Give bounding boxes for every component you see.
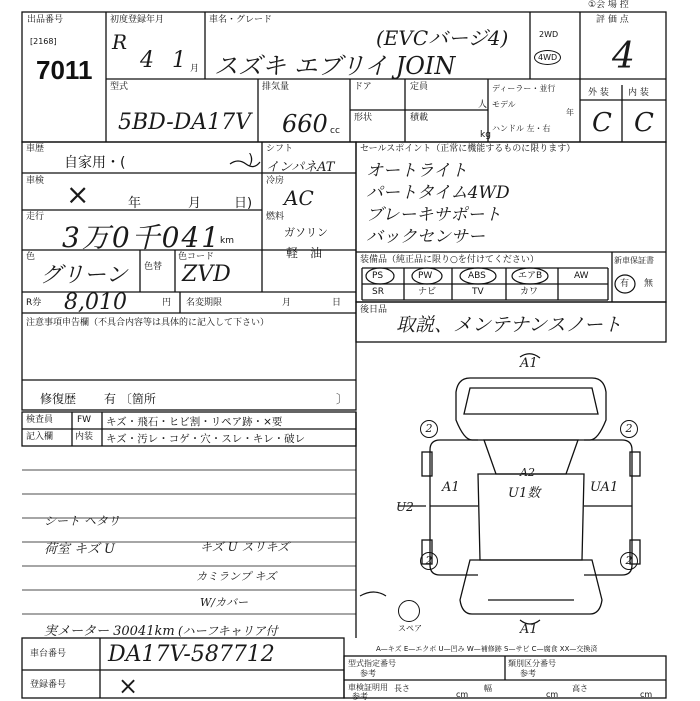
shift-value: インパネAT bbox=[266, 160, 335, 175]
warranty-label: 新車保証書 bbox=[614, 256, 654, 265]
warranty-no: 無 bbox=[644, 279, 654, 289]
length-label: 長さ bbox=[394, 684, 410, 693]
mark-tire-fr: 2 bbox=[620, 420, 638, 438]
docs-value: 取説、メンテナンスノート bbox=[396, 314, 622, 336]
door-label: ドア bbox=[354, 82, 372, 92]
spare-label: スペア bbox=[398, 624, 422, 633]
recycle-value: 8,010 bbox=[64, 290, 127, 315]
spare-tire-icon bbox=[398, 600, 420, 622]
mark-left-u2: U2 bbox=[396, 500, 414, 514]
docs-label: 後日品 bbox=[360, 305, 388, 315]
handle-label: ハンドル 左・右 bbox=[492, 124, 551, 133]
inspection-day-unit: 日) bbox=[234, 196, 253, 211]
type-designation-label: 型式指定番号 bbox=[348, 659, 396, 668]
cert-ref: 参考 bbox=[352, 692, 368, 701]
sales-point: オートライト bbox=[366, 161, 468, 181]
height-unit: cm bbox=[640, 690, 653, 699]
checker-label: 検査員 bbox=[26, 415, 54, 425]
recycle-label: R券 bbox=[26, 298, 42, 308]
color-code-value: ZVD bbox=[182, 262, 231, 287]
mark-left: A1 bbox=[442, 480, 460, 495]
category-ref: 参考 bbox=[520, 669, 536, 678]
mark-rear: A1 bbox=[520, 622, 538, 637]
inspection-year-unit: 年 bbox=[128, 196, 142, 211]
warranty-yes: 有 bbox=[620, 279, 630, 289]
repair-label: 修復歴 bbox=[40, 392, 77, 406]
equip-abs: ABS bbox=[468, 271, 486, 281]
equip-leather: カワ bbox=[520, 287, 539, 297]
equip-ps: PS bbox=[372, 271, 384, 281]
model-value: 5BD-DA17V bbox=[118, 110, 252, 135]
grade-value: 4 bbox=[612, 36, 635, 77]
legend: A—キズ E—エクボ U—凹み W—補修跡 S—サビ C—腐食 XX—交換済 bbox=[376, 645, 598, 653]
deadline-month: 月 bbox=[282, 298, 292, 308]
first-reg-era: R bbox=[112, 30, 128, 54]
recycle-unit: 円 bbox=[162, 298, 172, 308]
lot-sub: [2168] bbox=[30, 37, 57, 46]
usage-label: 車歴 bbox=[26, 144, 45, 154]
fw-items: キズ・飛石・ヒビ割・リペア跡・×要 bbox=[106, 416, 283, 428]
drive-4wd: 4WD bbox=[534, 50, 561, 65]
width-label: 幅 bbox=[484, 684, 492, 693]
note-seat: シート ヘタリ bbox=[44, 514, 120, 528]
notes-label: 注意事項申告欄（不具合内容等は具体的に記入して下さい） bbox=[26, 318, 270, 328]
fuel-label: 燃料 bbox=[266, 212, 285, 222]
note-lamp: カミランプ キズ bbox=[196, 570, 277, 583]
color-value: グリーン bbox=[40, 263, 128, 288]
note-meter: 実メーター 30041km bbox=[44, 624, 175, 639]
grade-label: 評 価 点 bbox=[596, 15, 629, 25]
repair-value: 有 〔箇所 bbox=[104, 392, 156, 406]
mileage-value: 3万0千041 bbox=[62, 221, 222, 254]
fw-label: FW bbox=[77, 415, 92, 425]
type-designation-ref: 参考 bbox=[360, 669, 376, 678]
mark-tire-rr: 2 bbox=[620, 552, 638, 570]
repair-close: 〕 bbox=[336, 392, 349, 406]
dealer-label: ディーラー・並行 bbox=[492, 84, 556, 93]
fuel-diesel: 軽 油 bbox=[286, 246, 323, 260]
writer-label: 記入欄 bbox=[26, 432, 54, 442]
equip-tv: TV bbox=[472, 287, 484, 297]
reg-value: × bbox=[118, 672, 139, 700]
note-carrier: (ハーフキャリア付 bbox=[178, 624, 278, 638]
color-code-label: 色コード bbox=[178, 252, 215, 262]
lot-label: 出品番号 bbox=[27, 15, 64, 25]
first-reg-year: 4 bbox=[140, 48, 154, 73]
note-scratch: キズ U スリキズ bbox=[200, 540, 290, 554]
sales-label: セールスポイント（正常に機能するものに限ります） bbox=[360, 144, 576, 154]
interior-value: C bbox=[634, 108, 654, 138]
mark-tire-rl: 2 bbox=[420, 552, 438, 570]
sales-point: パートタイム4WD bbox=[366, 183, 510, 203]
ac-label: 冷房 bbox=[266, 176, 285, 186]
note-cargo: 荷室 キズ U bbox=[44, 542, 115, 557]
shift-label: シフト bbox=[266, 144, 294, 154]
displacement-label: 排気量 bbox=[262, 82, 290, 92]
cert-label: 車検証明用 bbox=[348, 683, 388, 692]
fuel-gasoline: ガソリン bbox=[284, 226, 328, 239]
car-name: スズキ エブリイ JOIN bbox=[214, 52, 456, 80]
copy-label: ①会 場 控 bbox=[588, 0, 629, 10]
sales-point: バックセンサー bbox=[366, 227, 485, 247]
equip-aw: AW bbox=[574, 271, 589, 281]
interior-items: キズ・汚レ・コゲ・穴・スレ・キレ・破レ bbox=[106, 433, 306, 445]
inspection-label: 車検 bbox=[26, 176, 45, 186]
displacement-unit: cc bbox=[330, 126, 340, 136]
color-change-label: 色替 bbox=[144, 262, 163, 272]
model-year-unit: 年 bbox=[566, 108, 574, 117]
mark-front: A1 bbox=[520, 356, 538, 371]
equipment-label: 装備品（純正品に限り○を付けてください） bbox=[360, 255, 539, 265]
mark-right: UA1 bbox=[590, 480, 619, 495]
shape-label: 形状 bbox=[354, 113, 373, 123]
inspection-month-unit: 月 bbox=[188, 196, 202, 211]
color-label: 色 bbox=[26, 252, 36, 262]
car-label: 車名・グレード bbox=[209, 15, 273, 25]
inspection-value: × bbox=[66, 178, 90, 211]
category-label: 類別区分番号 bbox=[508, 659, 556, 668]
chassis-value: DA17V-587712 bbox=[108, 642, 275, 667]
usage-close: ) bbox=[248, 152, 254, 168]
model-year-label: モデル bbox=[492, 100, 516, 109]
chassis-label: 車台番号 bbox=[30, 649, 67, 659]
load-label: 積載 bbox=[410, 113, 429, 123]
load-unit: kg bbox=[480, 130, 491, 140]
equip-sr: SR bbox=[372, 287, 384, 297]
interior-label: 内 装 bbox=[628, 88, 649, 98]
usage-value: 自家用・( bbox=[64, 155, 126, 171]
mark-roof: A2 bbox=[520, 466, 535, 479]
mileage-unit: km bbox=[220, 236, 234, 246]
first-reg-month-unit: 月 bbox=[190, 64, 200, 74]
grade-note: (EVCバージ4) bbox=[376, 26, 509, 50]
ac-value: AC bbox=[284, 186, 314, 210]
length-unit: cm bbox=[456, 690, 469, 699]
exterior-label: 外 装 bbox=[588, 88, 609, 98]
capacity-label: 定員 bbox=[410, 82, 429, 92]
equip-airbag: エアB bbox=[518, 271, 543, 281]
displacement-value: 660 bbox=[282, 110, 328, 138]
height-label: 高さ bbox=[572, 684, 588, 693]
mileage-label: 走行 bbox=[26, 212, 45, 222]
first-reg-month: 1 bbox=[172, 48, 186, 73]
equip-pw: PW bbox=[418, 271, 433, 281]
exterior-value: C bbox=[592, 108, 612, 138]
deadline-day: 日 bbox=[332, 298, 342, 308]
lot-number: 7011 bbox=[36, 55, 93, 85]
note-wcover: W/カバー bbox=[200, 596, 249, 609]
width-unit: cm bbox=[546, 690, 559, 699]
equip-navi: ナビ bbox=[418, 287, 437, 297]
drive-2wd: 2WD bbox=[539, 30, 559, 39]
sales-point: ブレーキサポート bbox=[366, 205, 502, 225]
reg-label: 登録番号 bbox=[30, 680, 67, 690]
mark-tire-fl: 2 bbox=[420, 420, 438, 438]
model-label: 型式 bbox=[110, 82, 129, 92]
mark-roof-dents: U1数 bbox=[508, 486, 541, 501]
capacity-unit: 人 bbox=[478, 100, 488, 110]
deadline-label: 名変期限 bbox=[186, 298, 223, 308]
first-reg-label: 初度登録年月 bbox=[110, 15, 165, 25]
interior-row-label: 内装 bbox=[75, 432, 94, 442]
